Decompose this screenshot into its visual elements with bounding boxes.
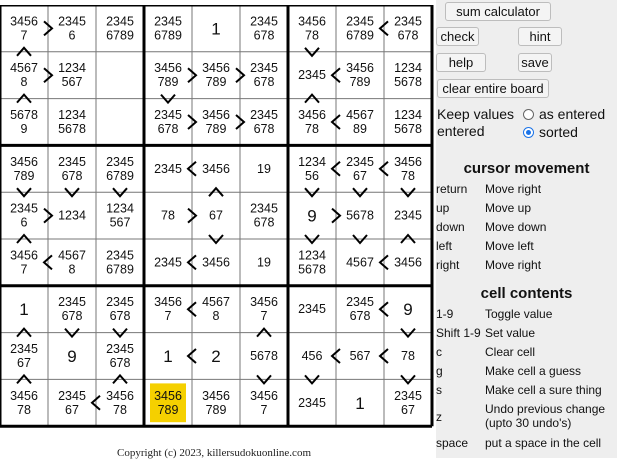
cell-contents-title: cell contents [480, 285, 573, 302]
grid-cell[interactable] [384, 286, 432, 333]
help-button[interactable]: help [436, 53, 486, 72]
cursor-key-key: down [436, 220, 465, 234]
grid-cell[interactable] [240, 5, 288, 52]
grid-cell[interactable] [192, 286, 240, 333]
clear-board-button[interactable]: clear entire board [437, 79, 549, 98]
cell-value: 9 [403, 300, 413, 320]
cell-candidate-line: 1234 [394, 108, 422, 122]
grid-cell[interactable] [336, 239, 384, 286]
cell-value: 2 [211, 347, 221, 366]
cell-key-key: g [436, 364, 443, 378]
cell-candidate-line: 567 [109, 215, 131, 230]
cell-value: 1234 [58, 208, 86, 223]
cell-candidate-line: 2345 [154, 14, 182, 29]
cell-candidate-line: 2345 [346, 295, 374, 310]
cell-candidate-line: 2345 [106, 295, 134, 310]
grid-cell[interactable] [192, 379, 240, 426]
cell-value: 5678 [250, 349, 278, 363]
cell-candidate-line: 1234 [58, 108, 86, 122]
cell-candidate-line: 67 [401, 402, 415, 417]
grid-cell[interactable] [48, 5, 96, 52]
cell-candidate-line: 2345 [106, 342, 134, 356]
grid-cell[interactable] [288, 52, 336, 99]
grid-cell[interactable] [192, 192, 240, 239]
cell-candidate-line: 3456 [250, 388, 278, 403]
grid-cell[interactable] [240, 333, 288, 380]
cell-value: 78 [161, 208, 175, 223]
cell-candidate-line: 789 [349, 75, 371, 90]
grid-cell[interactable] [240, 192, 288, 239]
cell-candidate-line: 2345 [58, 388, 86, 403]
cell-candidate-line: 67 [65, 402, 79, 417]
cell-value: 567 [349, 349, 371, 363]
sum-calculator-button[interactable]: sum calculator [445, 2, 551, 21]
cell-candidate-line: 2345 [250, 61, 278, 76]
cell-value: 2345 [298, 395, 326, 410]
cell-candidate-line: 678 [397, 28, 419, 43]
cell-candidate-line: 3456 [202, 61, 230, 76]
grid-cell[interactable] [144, 5, 192, 52]
grid-cell[interactable] [144, 286, 192, 333]
cell-candidate-line: 1234 [298, 248, 326, 263]
cell-value: 9 [67, 347, 77, 366]
cell-candidate-line: 2345 [250, 108, 278, 122]
grid-cell[interactable] [144, 239, 192, 286]
copyright-text: Copyright (c) 2023, killersudokuonline.com [117, 447, 311, 459]
grid-cell[interactable] [0, 379, 48, 426]
cell-candidate-line: 1234 [298, 154, 326, 169]
cell-candidate-line: 7 [260, 309, 268, 324]
grid-cell[interactable] [192, 99, 240, 146]
grid-cell[interactable] [0, 192, 48, 239]
cell-value: 1 [19, 300, 29, 320]
grid-cell[interactable] [96, 333, 144, 380]
grid-cell[interactable] [48, 145, 96, 192]
grid-cell[interactable] [336, 286, 384, 333]
grid-cell[interactable] [192, 333, 240, 380]
grid-cell[interactable] [96, 379, 144, 426]
cell-value: 2345 [154, 161, 182, 176]
grid-cell[interactable] [144, 333, 192, 380]
grid-cell[interactable] [336, 333, 384, 380]
cell-candidate-line: 789 [157, 402, 179, 417]
grid-cell[interactable] [192, 239, 240, 286]
grid-cell[interactable] [48, 239, 96, 286]
grid-cell[interactable] [240, 99, 288, 146]
hint-button[interactable]: hint [518, 27, 562, 46]
grid-cell[interactable] [288, 286, 336, 333]
cell-key-desc: Make cell a guess [485, 364, 582, 378]
cell-candidate-line: 1234 [106, 201, 134, 216]
cell-candidate-line: 8 [68, 262, 76, 277]
grid-cell[interactable] [48, 192, 96, 239]
cursor-key-desc: Move right [485, 182, 542, 196]
cell-candidate-line: 2345 [250, 14, 278, 29]
cell-candidate-line: 5678 [394, 122, 422, 136]
cell-candidate-line: 6789 [106, 262, 134, 277]
grid-cell[interactable] [0, 145, 48, 192]
cell-candidate-line: 567 [61, 75, 83, 90]
grid-cell[interactable] [144, 52, 192, 99]
grid-cell[interactable] [288, 239, 336, 286]
cell-key-desc: put a space in the cell [485, 436, 602, 450]
cell-key-desc: Make cell a sure thing [485, 383, 602, 397]
cell-value: 2345 [154, 255, 182, 270]
cursor-key-desc: Move up [485, 201, 532, 215]
cell-key-desc: Toggle value [485, 307, 553, 321]
cell-candidate-line: 89 [353, 122, 367, 136]
cell-candidate-line: 78 [305, 122, 319, 136]
option-as-entered[interactable] [523, 106, 605, 122]
grid-cell[interactable] [384, 145, 432, 192]
cell-candidate-line: 9 [20, 122, 28, 136]
cell-key-key: space [436, 436, 469, 450]
cell-value: 3456 [202, 161, 230, 176]
cell-candidate-line: 678 [349, 309, 371, 324]
grid-cell[interactable] [288, 99, 336, 146]
cell-value: 67 [209, 208, 223, 223]
grid-cell[interactable] [0, 5, 48, 52]
cell-candidate-line: 678 [253, 75, 275, 90]
cell-candidate-line: 4567 [346, 108, 374, 122]
cell-candidate-line: 4567 [58, 248, 86, 263]
grid-cell[interactable] [144, 379, 192, 426]
cell-candidate-line: 678 [109, 309, 131, 324]
cell-value: 19 [257, 255, 271, 270]
grid-cell[interactable] [240, 286, 288, 333]
cell-candidate-line: 78 [401, 168, 415, 183]
radio-as-entered[interactable] [523, 109, 534, 120]
cell-candidate-line: 7 [20, 28, 28, 43]
cursor-key-desc: Move left [485, 239, 534, 253]
option-sorted[interactable] [523, 124, 578, 140]
cell-candidate-line: 789 [205, 75, 227, 90]
cell-candidate-line: 789 [157, 75, 179, 90]
grid-cell[interactable] [96, 286, 144, 333]
cursor-key-desc: Move down [485, 220, 547, 234]
grid-cell[interactable] [240, 239, 288, 286]
grid-cell[interactable] [384, 192, 432, 239]
grid-cell[interactable] [336, 145, 384, 192]
grid-cell[interactable] [144, 99, 192, 146]
cell-candidate-line: 2345 [58, 295, 86, 310]
keep-values-label: Keep values entered [437, 106, 515, 139]
cell-candidate-line: 2345 [106, 154, 134, 169]
cell-value: 456 [301, 349, 323, 363]
cell-candidate-line: 678 [61, 309, 83, 324]
cell-candidate-line: 789 [13, 168, 35, 183]
cell-value: 78 [401, 349, 415, 363]
cell-key-desc: Clear cell [485, 345, 536, 359]
cell-candidate-line: 3456 [10, 388, 38, 403]
cell-candidate-line: 4567 [10, 61, 38, 76]
cell-candidate-line: 2345 [346, 14, 374, 29]
sudoku-grid[interactable] [0, 5, 435, 445]
cell-candidate-line: 7 [164, 309, 172, 324]
cell-candidate-line: 7 [260, 402, 268, 417]
grid-cell[interactable] [384, 379, 432, 426]
cell-candidate-line: 7 [20, 262, 28, 277]
grid-cell[interactable] [384, 52, 432, 99]
cell-value: 4567 [346, 255, 374, 270]
grid-cell[interactable] [48, 286, 96, 333]
grid-cell[interactable] [192, 52, 240, 99]
cursor-key-desc: Move right [485, 258, 542, 272]
cell-candidate-line: 56 [305, 168, 319, 183]
cursor-key-key: right [436, 258, 460, 272]
cell-candidate-line: 3456 [106, 388, 134, 403]
cell-candidate-line: 2345 [106, 14, 134, 29]
cell-candidate-line: 78 [113, 402, 127, 417]
cell-value: 3456 [202, 255, 230, 270]
cell-key-key: Shift 1-9 [436, 326, 481, 340]
cell-candidate-line: 678 [157, 122, 179, 136]
cell-key-key: s [436, 383, 442, 397]
grid-cell[interactable] [0, 333, 48, 380]
cell-key-desc: Set value [485, 326, 536, 340]
cell-candidate-line: 2345 [250, 201, 278, 216]
cell-candidate-line: 678 [61, 168, 83, 183]
grid-cell[interactable] [288, 145, 336, 192]
cell-candidate-line: 3456 [202, 108, 230, 122]
cell-candidate-line: 78 [17, 402, 31, 417]
option-as-entered-label: as entered [539, 106, 606, 122]
grid-cell[interactable] [0, 239, 48, 286]
grid-cell[interactable] [240, 379, 288, 426]
cell-value: 5678 [346, 208, 374, 223]
grid-cell[interactable] [240, 145, 288, 192]
check-button[interactable]: check [436, 27, 479, 46]
cell-hitbox[interactable] [96, 99, 144, 146]
cell-candidate-line: 2345 [154, 108, 182, 122]
grid-cell[interactable] [336, 192, 384, 239]
grid-cell[interactable] [336, 52, 384, 99]
grid-cell[interactable] [384, 239, 432, 286]
grid-cell[interactable] [336, 379, 384, 426]
cell-candidate-line: 4567 [202, 295, 230, 310]
cell-candidate-line: 1234 [394, 61, 422, 76]
cell-candidate-line: 8 [212, 309, 220, 324]
grid-cell[interactable] [48, 99, 96, 146]
cell-candidate-line: 3456 [10, 14, 38, 29]
cursor-key-key: left [436, 239, 453, 253]
cell-value: 1 [211, 19, 221, 39]
grid-cell[interactable] [384, 333, 432, 380]
cell-candidate-line: 6 [68, 28, 76, 43]
cell-candidate-line: 6789 [106, 168, 134, 183]
cell-hitbox[interactable] [96, 52, 144, 99]
grid-cell[interactable] [192, 5, 240, 52]
grid-cell[interactable] [96, 5, 144, 52]
cursor-key-key: up [436, 201, 450, 215]
cell-value: 3456 [394, 255, 422, 270]
cell-candidate-line: 2345 [106, 248, 134, 263]
cell-key-key: 1-9 [436, 307, 454, 321]
save-button[interactable]: save [518, 53, 552, 72]
grid-cell[interactable] [384, 5, 432, 52]
grid-cell[interactable] [288, 333, 336, 380]
grid-cell[interactable] [144, 145, 192, 192]
cell-candidate-line: 678 [253, 122, 275, 136]
grid-cell[interactable] [48, 333, 96, 380]
cell-candidate-line: 789 [205, 122, 227, 136]
cell-candidate-line: 5678 [394, 75, 422, 90]
cell-candidate-line: 2345 [394, 388, 422, 403]
cell-candidate-line: 3456 [394, 154, 422, 169]
cell-candidate-line: 789 [205, 402, 227, 417]
cell-candidate-line: 678 [253, 28, 275, 43]
cell-candidate-line: 3456 [10, 154, 38, 169]
cell-candidate-line: 3456 [154, 61, 182, 76]
cell-key-key: z [436, 410, 442, 424]
cell-candidate-line: 3456 [10, 248, 38, 263]
grid-cell[interactable] [96, 52, 144, 99]
grid-cell[interactable] [0, 286, 48, 333]
cell-candidate-line: 2345 [10, 201, 38, 216]
cell-candidate-line: 678 [109, 356, 131, 370]
cell-candidate-line: 2345 [58, 14, 86, 29]
grid-cell[interactable] [288, 379, 336, 426]
cell-value: 2345 [298, 68, 326, 83]
cell-candidate-line: 3456 [250, 295, 278, 310]
cell-candidate-line: 6 [20, 215, 28, 230]
cell-key-key: c [436, 345, 442, 359]
grid-canvas[interactable] [0, 5, 435, 440]
cell-candidate-line: 5678 [298, 262, 326, 277]
grid-cell[interactable] [288, 5, 336, 52]
option-sorted-label: sorted [539, 124, 578, 140]
cell-candidate-line: 3456 [298, 108, 326, 122]
grid-cell[interactable] [96, 239, 144, 286]
cell-value: 19 [257, 161, 271, 176]
cell-candidate-line: 6789 [154, 28, 182, 43]
cell-candidate-line: 2345 [58, 154, 86, 169]
cell-candidate-line: 5678 [58, 122, 86, 136]
cell-candidate-line: 2345 [394, 14, 422, 29]
cell-candidate-line: 6789 [106, 28, 134, 43]
grid-cell[interactable] [336, 5, 384, 52]
cell-candidate-line: 5678 [10, 108, 38, 122]
cell-candidate-line: 67 [353, 168, 367, 183]
cell-candidate-line: 1234 [58, 61, 86, 76]
cell-value: 1 [355, 393, 365, 413]
cursor-key-key: return [436, 182, 468, 196]
grid-cell[interactable] [96, 99, 144, 146]
cell-candidate-line: 3456 [154, 388, 182, 403]
cell-value: 2345 [298, 302, 326, 317]
grid-cell[interactable] [0, 52, 48, 99]
cell-candidate-line: 2345 [346, 154, 374, 169]
cell-candidate-line: 6789 [346, 28, 374, 43]
grid-cell[interactable] [144, 192, 192, 239]
cell-candidate-line: 67 [17, 356, 31, 370]
grid-cell[interactable] [240, 52, 288, 99]
cell-candidate-line: 78 [305, 28, 319, 43]
grid-cell[interactable] [96, 192, 144, 239]
radio-sorted[interactable] [523, 127, 534, 138]
grid-cell[interactable] [384, 99, 432, 146]
cell-value: 2345 [394, 208, 422, 223]
cell-value: 9 [307, 206, 317, 226]
grid-cell[interactable] [336, 99, 384, 146]
grid-cell[interactable] [48, 52, 96, 99]
grid-cell[interactable] [192, 145, 240, 192]
grid-cell[interactable] [48, 379, 96, 426]
grid-cell[interactable] [96, 145, 144, 192]
cell-key-desc: Undo previous change (upto 30 undo's) [485, 402, 606, 430]
grid-cell[interactable] [0, 99, 48, 146]
cell-candidate-line: 678 [253, 215, 275, 230]
cell-candidate-line: 3456 [298, 14, 326, 29]
cursor-movement-title: cursor movement [463, 160, 590, 177]
cell-candidate-line: 3456 [202, 388, 230, 403]
cell-candidate-line: 2345 [10, 342, 38, 356]
cell-candidate-line: 3456 [154, 295, 182, 310]
cell-candidate-line: 3456 [346, 61, 374, 76]
cell-value: 1 [163, 347, 173, 366]
grid-cell[interactable] [288, 192, 336, 239]
cell-candidate-line: 8 [20, 75, 28, 90]
